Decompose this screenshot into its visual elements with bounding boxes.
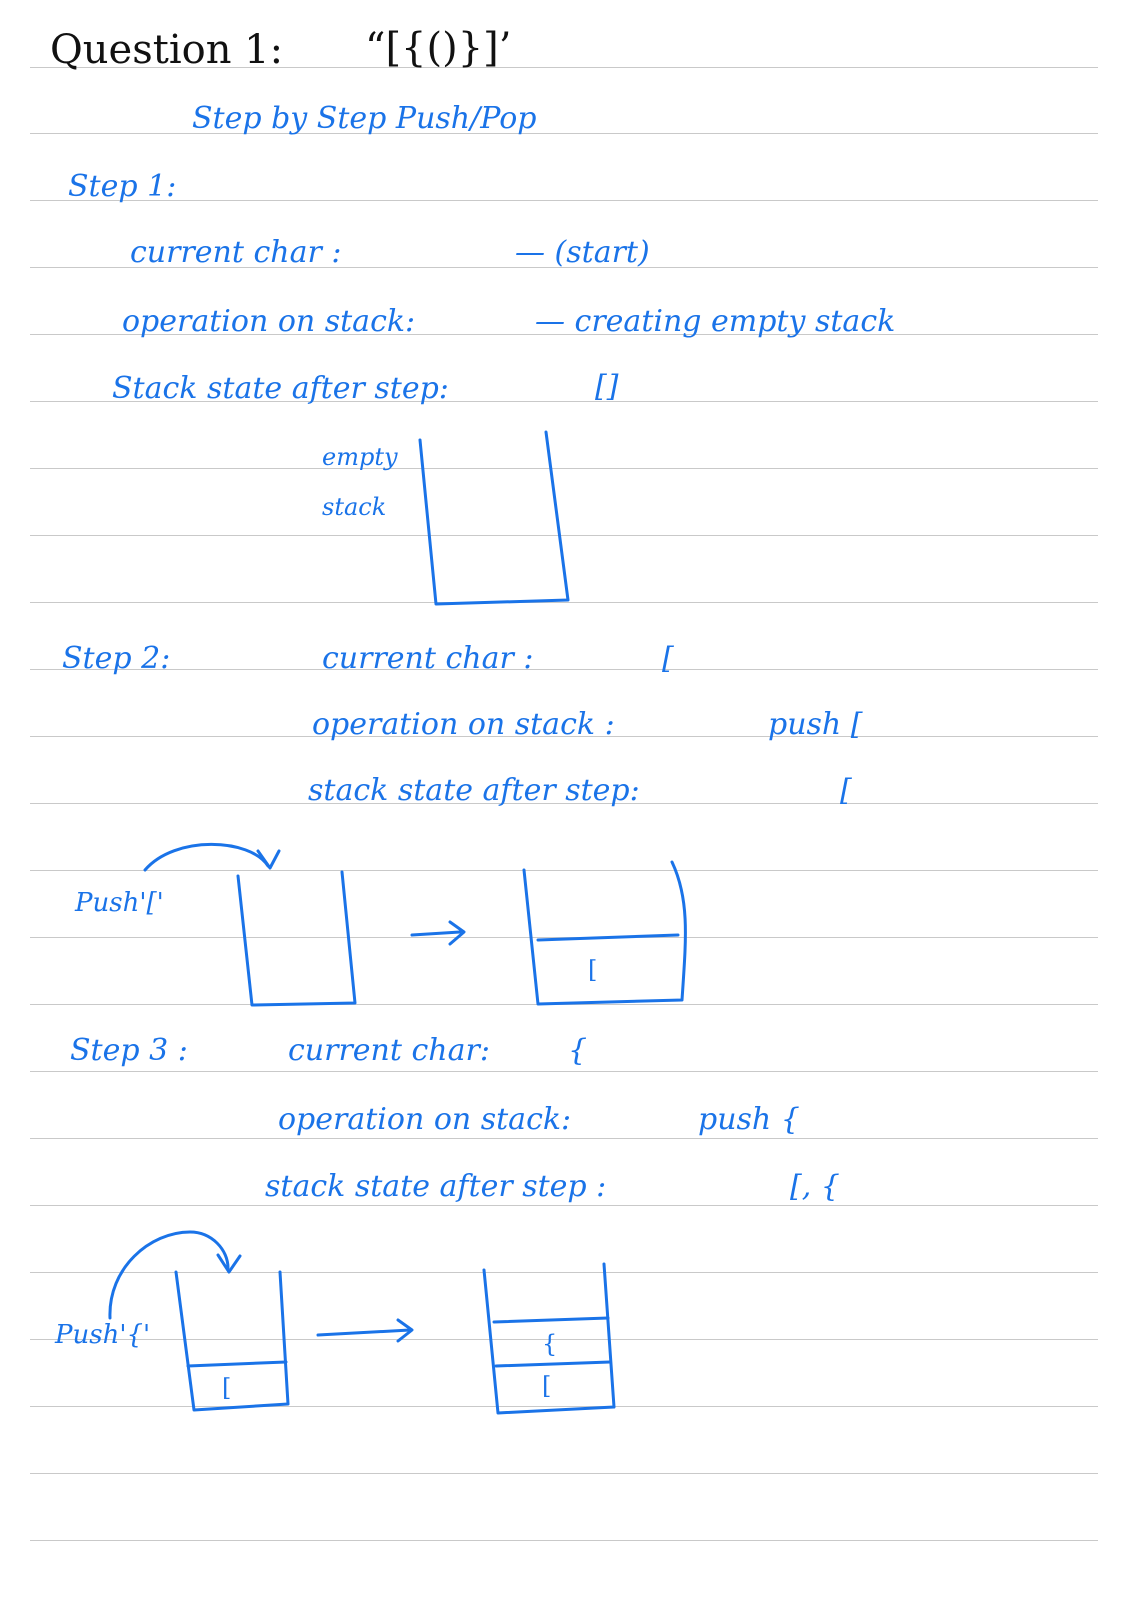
step-3-state-label: stack state after step : bbox=[265, 1169, 607, 1204]
step-2-label: Step 2: bbox=[62, 641, 171, 676]
step-2-current-char-label: current char : bbox=[322, 641, 534, 676]
step-1-current-char-label: current char : bbox=[130, 235, 342, 270]
step-3-current-char-value: { bbox=[568, 1033, 588, 1068]
step-3-after-stack-bottom-cell: [ bbox=[542, 1372, 552, 1400]
step-3-transition-arrow bbox=[318, 1330, 410, 1335]
step-1-label: Step 1: bbox=[68, 169, 177, 204]
step-3-after-stack-top-cell: { bbox=[542, 1330, 558, 1358]
step-2-push-arrow bbox=[145, 844, 268, 870]
step-3-operation-value: push { bbox=[698, 1102, 800, 1137]
step-1-operation-value: — creating empty stack bbox=[535, 304, 896, 339]
step-3-before-stack-cell: [ bbox=[222, 1374, 232, 1402]
step-3-stack-after-divider-mid bbox=[496, 1362, 610, 1366]
step-2-stack-after bbox=[524, 862, 685, 1004]
step-3-operation-label: operation on stack: bbox=[278, 1102, 572, 1137]
step-3-state-value: [, { bbox=[790, 1169, 840, 1204]
step-2-stack-before bbox=[238, 872, 355, 1005]
question-title: Question 1: bbox=[50, 27, 284, 73]
step-3-push-arrow bbox=[110, 1232, 228, 1318]
step-3-label: Step 3 : bbox=[70, 1033, 188, 1068]
empty-stack-caption-line-1: empty bbox=[322, 443, 398, 471]
step-2-operation-label: operation on stack : bbox=[312, 707, 615, 742]
empty-stack-outline bbox=[420, 432, 568, 604]
step-3-stack-before bbox=[176, 1272, 288, 1410]
step-2-current-char-value: [ bbox=[662, 641, 674, 676]
step-3-stack-after-divider-top bbox=[494, 1318, 608, 1322]
step-3-stack-after bbox=[484, 1264, 614, 1413]
subtitle: Step by Step Push/Pop bbox=[192, 101, 537, 136]
step-2-operation-value: push [ bbox=[768, 707, 863, 742]
step-2-state-value: [ bbox=[840, 773, 852, 808]
step-2-stack-divider bbox=[538, 935, 678, 940]
step-1-state-value: [] bbox=[595, 369, 619, 404]
step-2-stack-cell: [ bbox=[588, 956, 598, 984]
step-2-state-label: stack state after step: bbox=[308, 773, 640, 808]
question-expression: “[{()}]’ bbox=[365, 25, 512, 71]
step-3-stack-before-divider bbox=[188, 1362, 286, 1366]
step-3-push-label: Push'{' bbox=[55, 1320, 151, 1350]
step-1-state-label: Stack state after step: bbox=[112, 371, 449, 406]
step-1-current-char-value: — (start) bbox=[515, 235, 650, 270]
step-1-operation-label: operation on stack: bbox=[122, 304, 416, 339]
empty-stack-caption-line-2: stack bbox=[322, 493, 387, 521]
step-2-transition-arrow bbox=[412, 932, 460, 935]
step-2-push-label: Push'[' bbox=[75, 888, 164, 918]
step-3-current-char-label: current char: bbox=[288, 1033, 490, 1068]
